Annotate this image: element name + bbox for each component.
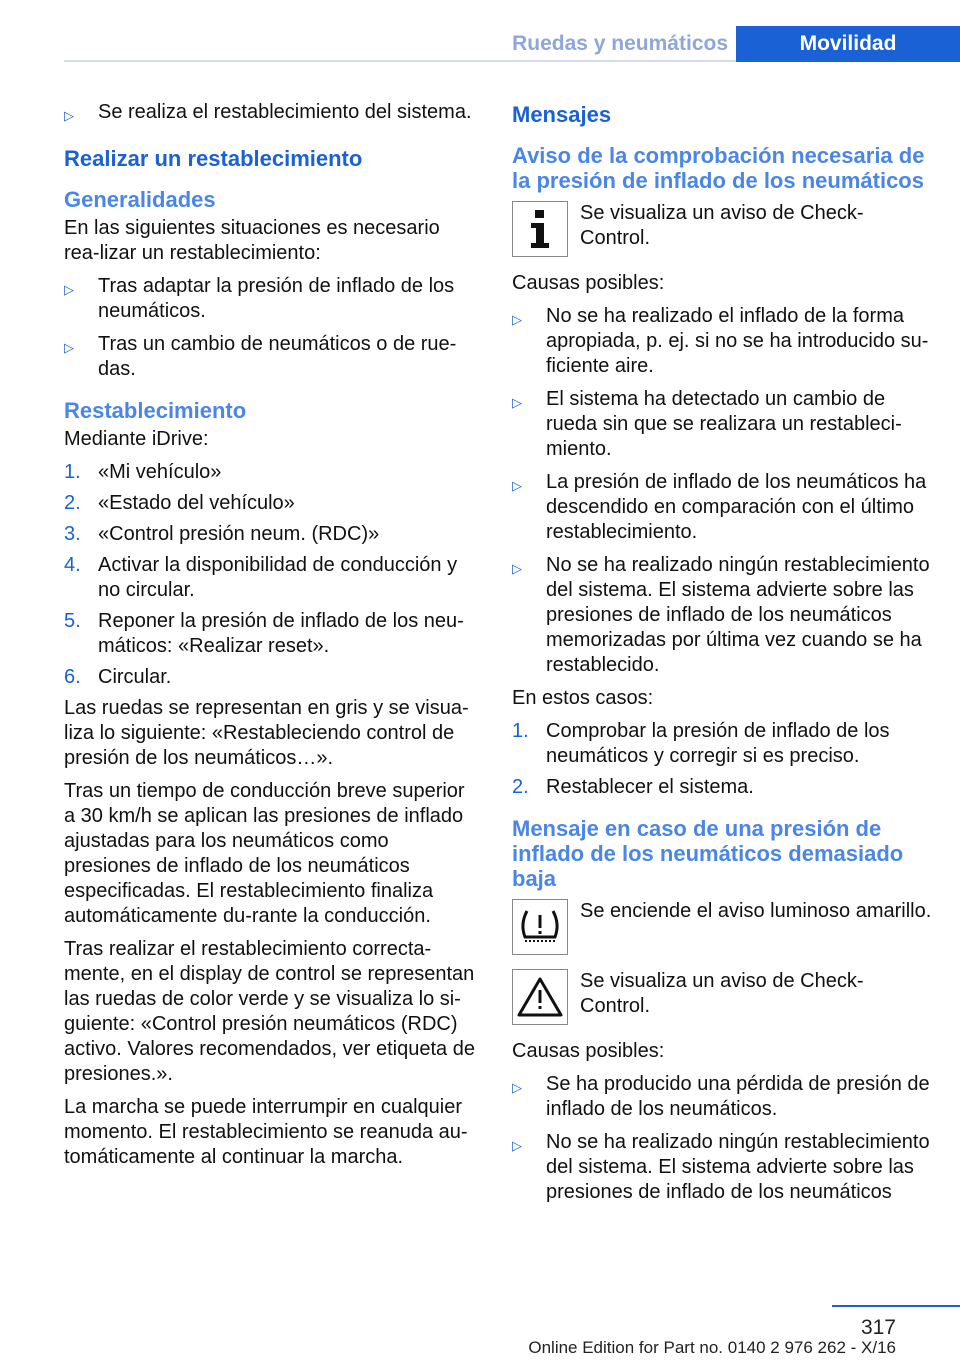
info-icon: [512, 201, 568, 257]
heading-reset: Realizar un restablecimiento: [64, 146, 363, 171]
causes-label: Causas posibles:: [512, 1040, 665, 1062]
running-header-chapter: Movilidad: [736, 26, 960, 62]
step-item: 2. «Estado del vehículo»: [64, 492, 295, 514]
general-text: En las siguientes situaciones es necesario rea‐lizar un restablecimiento:: [64, 217, 440, 264]
step-item: 6. Circular.: [64, 666, 172, 688]
triangle-bullet-icon: ▷: [512, 395, 522, 410]
bullet-item: ▷ Se realiza el restablecimiento del sistema.: [64, 100, 479, 128]
cases-label: En estos casos:: [512, 687, 654, 709]
icon-description: Se enciende el aviso luminoso amarillo.: [580, 900, 932, 922]
triangle-bullet-icon: ▷: [64, 282, 74, 297]
step-item: 1. «Mi vehículo»: [64, 461, 222, 483]
bullet-item: ▷ Se ha producido una pérdida de presión de inflado de los neumáticos.: [512, 1073, 930, 1120]
bullet-item: ▷ La presión de inflado de los neumáticos ha descendido en comparación con el último restablecimiento.: [512, 471, 927, 543]
causes-label: Causas posibles:: [512, 272, 665, 294]
icon-row: [512, 969, 932, 1025]
step-item: 4. Activar la disponibilidad de conducción y no circular.: [64, 554, 458, 601]
tire-pressure-warning-icon: [512, 899, 568, 955]
triangle-bullet-icon: ▷: [512, 1080, 522, 1095]
heading-messages: Mensajes: [512, 102, 612, 127]
right-column: [512, 100, 932, 1213]
triangle-bullet-icon: ▷: [512, 1138, 522, 1153]
bullet-item: ▷ Tras adaptar la presión de inflado de los neumáticos.: [64, 275, 455, 322]
icon-row: [512, 201, 932, 257]
step-item: 2. Restablecer el sistema.: [512, 776, 754, 798]
paragraph: La marcha se puede interrumpir en cualquier momento. El restablecimiento se reanuda au‐tomáticamente al continuar la marcha.: [64, 1096, 468, 1168]
paragraph: Tras un tiempo de conducción breve superior a 30 km/h se aplican las presiones de inflado ajustadas para los neumáticos como presiones de inflado de los neumáticos especificadas. El restablecimiento finaliza automáticamente du‐rante la conducción.: [64, 780, 465, 927]
triangle-bullet-icon: ▷: [512, 561, 522, 576]
step-item: 5. Reponer la presión de inflado de los neu‐máticos: «Realizar reset».: [64, 610, 464, 657]
bullet-item: ▷ El sistema ha detectado un cambio de rueda sin que se realizara un restableci‐miento.: [512, 388, 902, 460]
bullet-item: ▷ No se ha realizado ningún restablecimiento del sistema. El sistema advierte sobre las presiones de inflado de los neumáticos: [512, 1131, 930, 1203]
icon-row: [512, 899, 932, 955]
triangle-bullet-icon: ▷: [64, 108, 74, 123]
triangle-bullet-icon: ▷: [64, 340, 74, 355]
subheading-restore: Restablecimiento: [64, 398, 247, 423]
step-item: 1. Comprobar la presión de inflado de los neumáticos y corregir si es preciso.: [512, 720, 890, 767]
triangle-bullet-icon: ▷: [512, 478, 522, 493]
triangle-bullet-icon: ▷: [512, 312, 522, 327]
left-column: [64, 100, 479, 1178]
icon-description: Se visualiza un aviso de Check-Control.: [580, 970, 864, 1017]
footer-edition: Online Edition for Part no. 0140 2 976 262 - X/16: [528, 1338, 896, 1357]
warning-triangle-icon: [512, 969, 568, 1025]
icon-description: Se visualiza un aviso de Check-Control.: [580, 202, 864, 249]
restore-intro: Mediante iDrive:: [64, 428, 209, 450]
bullet-item: ▷ Tras un cambio de neumáticos o de rue‐das.: [64, 333, 457, 380]
page-number: 317: [860, 1316, 896, 1339]
subheading-general: Generalidades: [64, 187, 216, 212]
bullet-item: ▷ No se ha realizado ningún restablecimiento del sistema. El sistema advierte sobre las presiones de inflado de los neumáticos memorizadas por última vez cuando se ha restablecido.: [512, 554, 930, 676]
footer-rule: [832, 1305, 960, 1307]
bullet-item: ▷ No se ha realizado el inflado de la forma apropiada, p. ej. si no se ha introducido su‐ficiente aire.: [512, 305, 929, 377]
paragraph: Tras realizar el restablecimiento correcta‐mente, en el display de control se representan las ruedas de color verde y se visualiza lo si‐guiente: «Control presión neumáticos (RDC) activo. Valores recomendados, ver etiqueta de presiones.».: [64, 938, 475, 1085]
step-item: 3. «Control presión neum. (RDC)»: [64, 523, 380, 545]
subheading-check: Aviso de la comprobación necesaria de la presión de inflado de los neumáticos: [512, 143, 925, 193]
running-header-section: Ruedas y neumáticos: [512, 32, 728, 55]
subheading-low-pressure: Mensaje en caso de una presión de inflado de los neumáticos demasiado baja: [512, 816, 904, 891]
paragraph: Las ruedas se representan en gris y se visua‐liza lo siguiente: «Restableciendo control de presión de los neumáticos…».: [64, 697, 469, 769]
